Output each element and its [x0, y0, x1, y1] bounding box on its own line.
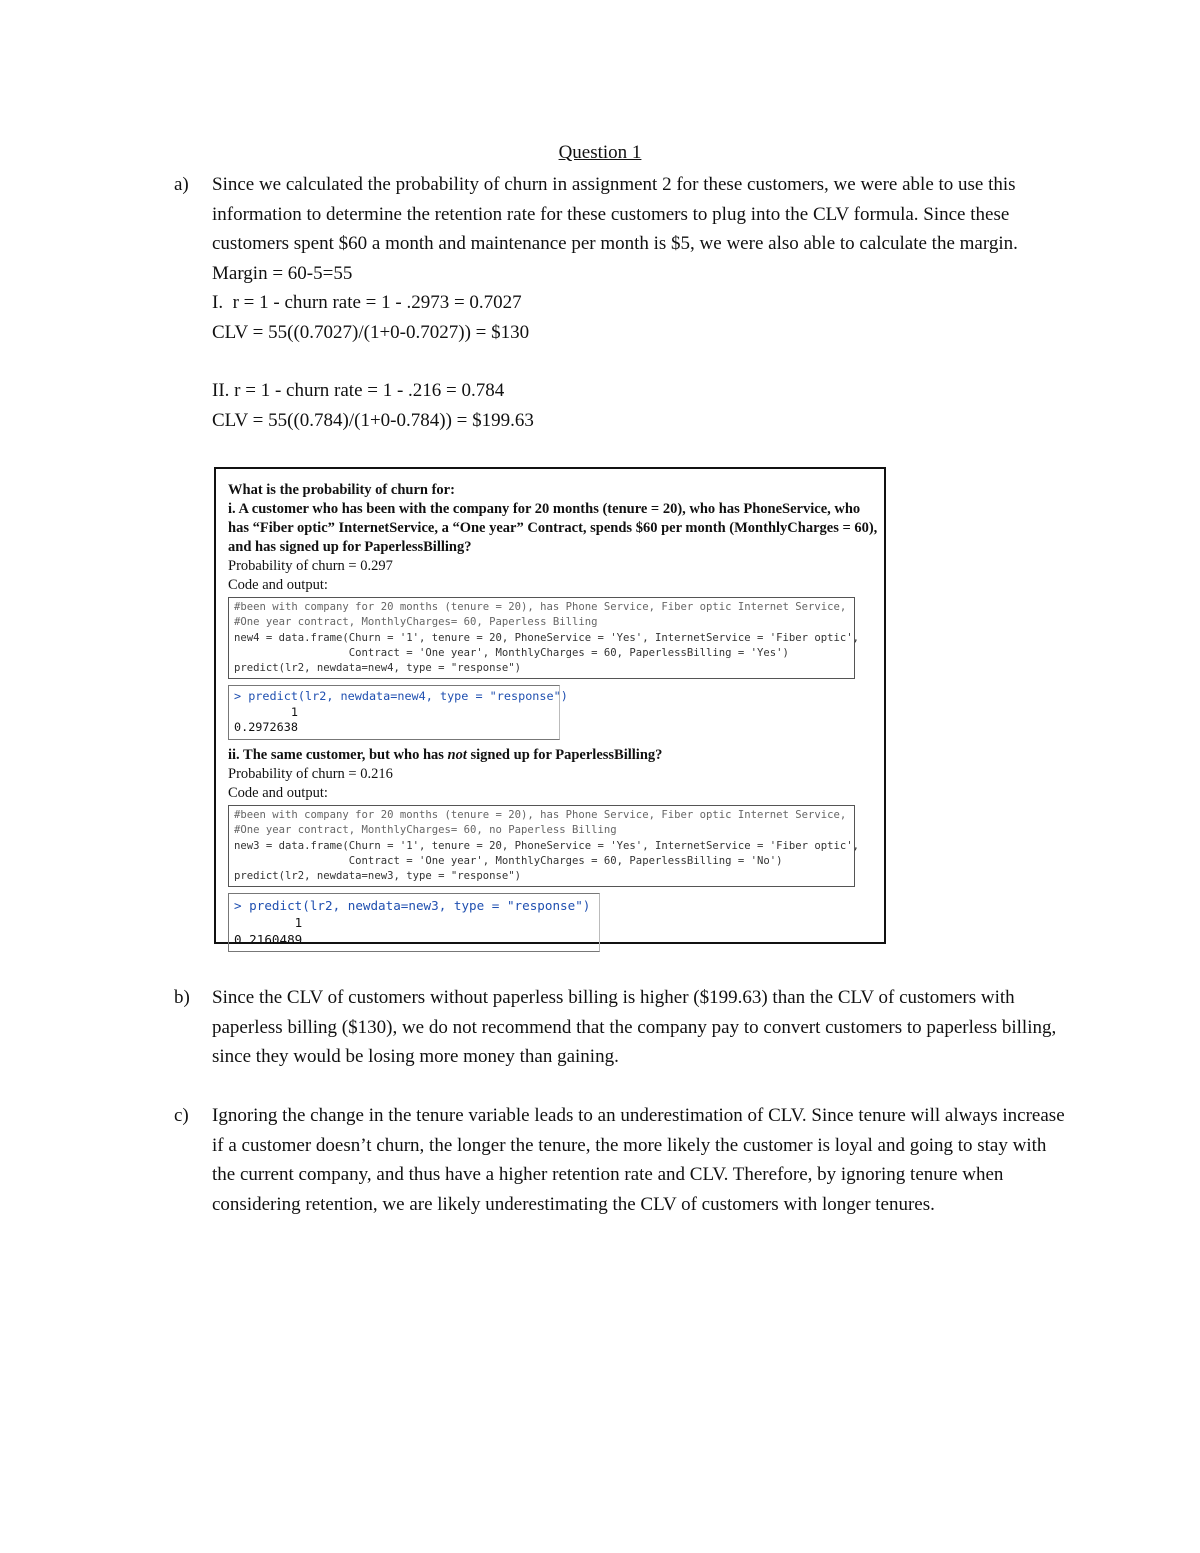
output-line: 1 [234, 915, 303, 931]
answer-c-marker: c) [174, 1105, 189, 1126]
code-line: Contract = 'One year', MonthlyCharges = 60, PaperlessBilling = 'No') [234, 854, 783, 867]
output-block-i [228, 685, 568, 740]
output-line: 1 [234, 704, 298, 719]
code-line: predict(lr2, newdata=new3, type = "response") [234, 870, 522, 883]
figure-prob-i: Probability of churn = 0.297 [228, 558, 393, 574]
code-line: #One year contract, MonthlyCharges= 60, Paperless Billing [234, 616, 598, 629]
output-line: 0.2972638 [234, 720, 298, 735]
page-heading: Question 1 [558, 142, 642, 163]
figure-question-i: i. A customer who has been with the company for 20 months (tenure = 20), who has PhoneService, who has “Fiber optic” InternetService, a “One year” Contract, spends $60 per month (MonthlyCharges = 60), and has signed up for PaperlessBilling? [228, 501, 878, 555]
figure-prob-ii: Probability of churn = 0.216 [228, 765, 393, 782]
answer-b-body [212, 983, 1074, 1072]
answer-b-paragraph: Since the CLV of customers without paperless billing is higher ($199.63) than the CLV of customers with paperless billing ($130), we do not recommend that the company pay to convert customers to paperless billing, since they would be losing more money than gaining. [212, 987, 1057, 1067]
answer-a-paragraph: Since we calculated the probability of churn in assignment 2 for these customers, we were able to use this information to determine the retention rate for these customers to plug into the CLV formula. Since these customers spent $60 a month and maintenance per month is $5, we were also able to calculate the margin. [212, 174, 1018, 254]
code-block-ii [228, 805, 860, 887]
answer-c-body [212, 1101, 1074, 1219]
code-line: predict(lr2, newdata=new4, type = "response") [234, 662, 522, 675]
figure-question-title: What is the probability of churn for: [228, 482, 455, 498]
answer-c [174, 1101, 1074, 1219]
code-line: Contract = 'One year', MonthlyCharges = 60, PaperlessBilling = 'Yes') [234, 646, 789, 659]
retention-ii-line: II. r = 1 - churn rate = 1 - .216 = 0.784 [212, 380, 505, 401]
figure-question-ii [228, 746, 878, 765]
answer-b [174, 983, 1074, 1072]
answer-a-marker: a) [174, 174, 189, 195]
output-line: > predict(lr2, newdata=new4, type = "response") [234, 689, 568, 704]
output-line: 0.2160489 [234, 932, 303, 948]
clv-ii-line: CLV = 55((0.784)/(1+0-0.784)) = $199.63 [212, 409, 534, 431]
clv-i-line: CLV = 55((0.7027)/(1+0-0.7027)) = $130 [212, 321, 530, 343]
assignment-screenshot-figure [214, 467, 886, 948]
answer-c-paragraph: Ignoring the change in the tenure variable leads to an underestimation of CLV. Since tenure will always increase if a customer doesn’t churn, the longer the tenure, the more likely the customer is loyal and going to stay with the current company, and thus have a higher retention rate and CLV. Therefore, by ignoring tenure when considering retention, we are likely underestimating the CLV of customers with longer tenures. [212, 1105, 1065, 1215]
output-line: > predict(lr2, newdata=new3, type = "response") [234, 898, 591, 914]
figure-code-label-ii: Code and output: [228, 784, 328, 801]
answer-a [174, 170, 1074, 435]
retention-i-line: I. r = 1 - churn rate = 1 - .2973 = 0.7027 [212, 292, 522, 313]
code-block-i [228, 597, 860, 679]
code-line: #One year contract, MonthlyCharges= 60, no Paperless Billing [234, 824, 617, 837]
code-line: new4 = data.frame(Churn = '1', tenure = 20, PhoneService = 'Yes', InternetService = 'Fiber optic', [234, 631, 860, 644]
output-block-ii [228, 893, 600, 952]
figure-code-label-i: Code and output: [228, 577, 328, 593]
code-line: #been with company for 20 months (tenure = 20), has Phone Service, Fiber optic Internet Service, [234, 601, 847, 613]
question-ii-text-pre: ii. The same customer, but who has [228, 746, 448, 763]
answer-b-marker: b) [174, 987, 190, 1008]
code-line: new3 = data.frame(Churn = '1', tenure = 20, PhoneService = 'Yes', InternetService = 'Fiber optic', [234, 839, 860, 852]
margin-line: Margin = 60-5=55 [212, 262, 353, 284]
question-ii-text-emphasis: not [447, 746, 467, 763]
code-line: #been with company for 20 months (tenure = 20), has Phone Service, Fiber optic Internet Service, [234, 808, 847, 821]
question-ii-text-post: signed up for PaperlessBilling? [466, 746, 663, 763]
figure-content [228, 481, 878, 952]
answer-a-body [212, 170, 1074, 435]
